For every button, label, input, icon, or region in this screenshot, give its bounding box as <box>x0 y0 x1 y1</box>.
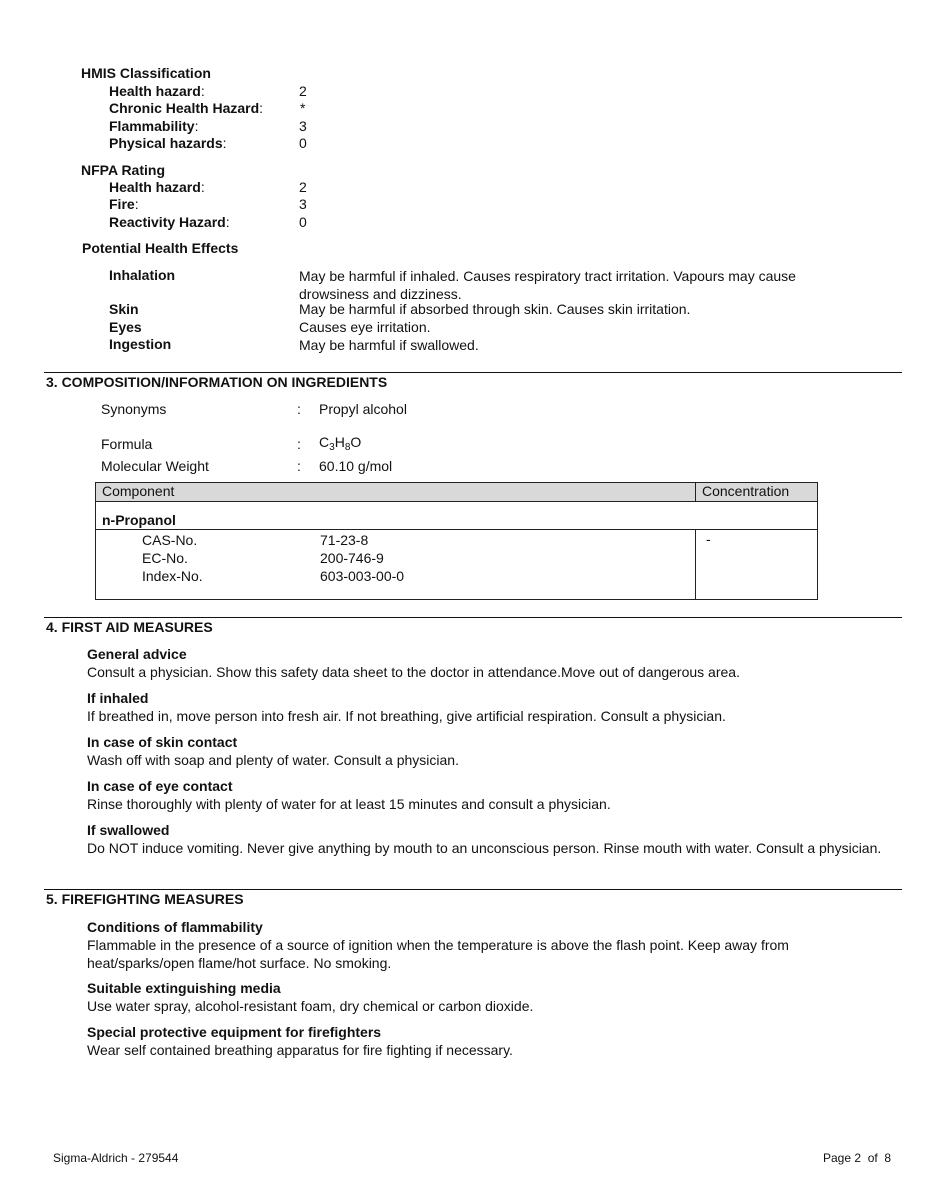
table-substance-row <box>96 502 818 530</box>
id-label: CAS-No. <box>142 532 198 548</box>
section-5-title: 5. FIREFIGHTING MEASURES <box>46 891 244 907</box>
id-value: 200-746-9 <box>320 550 384 566</box>
id-label: EC-No. <box>142 550 188 566</box>
formula-label: Formula <box>101 436 153 452</box>
mw-label: Molecular Weight <box>101 458 209 474</box>
col-component: Component <box>96 483 696 502</box>
composition-table <box>95 482 818 600</box>
hmis-title: HMIS Classification <box>81 65 211 81</box>
table-row <box>96 530 818 600</box>
id-value: 71-23-8 <box>320 532 369 548</box>
health-effect-text: May be harmful if absorbed through skin. Causes skin irritation. <box>299 301 691 317</box>
first-aid-item <box>87 733 887 769</box>
hmis-row: Chronic Health Hazard: <box>109 100 264 116</box>
firefighting-item <box>87 1023 887 1059</box>
first-aid-item <box>87 821 882 857</box>
section-divider <box>44 372 902 373</box>
section-3-title: 3. COMPOSITION/INFORMATION ON INGREDIENTS <box>46 374 388 390</box>
synonyms-value: Propyl alcohol <box>319 401 407 417</box>
footer-page-number: Page 2 of 8 <box>823 1151 892 1165</box>
first-aid-item <box>87 777 887 813</box>
section-divider <box>44 889 902 890</box>
first-aid-heading: General advice <box>87 646 187 662</box>
id-value: 603-003-00-0 <box>320 568 405 584</box>
first-aid-heading: In case of skin contact <box>87 734 238 750</box>
footer-left: Sigma-Aldrich - 279544 <box>53 1151 179 1165</box>
formula-colon: : <box>297 436 301 452</box>
nfpa-value: 3 <box>299 196 307 212</box>
hmis-row: Physical hazards: <box>109 135 227 151</box>
health-effect-text: May be harmful if swallowed. <box>299 337 479 353</box>
firefighting-heading: Conditions of flammability <box>87 919 263 935</box>
mw-value: 60.10 g/mol <box>319 458 393 474</box>
table-header-row <box>96 483 818 502</box>
concentration-value: - <box>696 530 818 600</box>
firefighting-item <box>87 918 857 972</box>
first-aid-heading: If swallowed <box>87 822 170 838</box>
hmis-row: Health hazard: <box>109 83 205 99</box>
first-aid-text: Consult a physician. Show this safety data sheet to the doctor in attendance.Move out of dangerous area. <box>87 664 740 680</box>
health-effects-title: Potential Health Effects <box>82 240 239 256</box>
nfpa-row: Fire: <box>109 196 139 212</box>
first-aid-text: Wash off with soap and plenty of water. Consult a physician. <box>87 752 459 768</box>
first-aid-text: Do NOT induce vomiting. Never give anything by mouth to an unconscious person. Rinse mouth with water. Consult a physician. <box>87 840 882 856</box>
nfpa-value: 0 <box>299 214 307 230</box>
formula-value: $C_3H_8O$ <box>319 434 362 453</box>
health-effect-text: May be harmful if inhaled. Causes respiratory tract irritation. Vapours may cause drowsiness and dizziness. <box>299 268 796 302</box>
first-aid-item <box>87 645 887 681</box>
nfpa-value: 2 <box>299 179 307 195</box>
firefighting-item <box>87 979 887 1015</box>
health-effect-label: Eyes <box>109 319 142 335</box>
first-aid-heading: If inhaled <box>87 690 149 706</box>
nfpa-title: NFPA Rating <box>81 162 165 178</box>
mw-colon: : <box>297 458 301 474</box>
nfpa-row: Health hazard: <box>109 179 205 195</box>
firefighting-heading: Suitable extinguishing media <box>87 980 281 996</box>
firefighting-text: Flammable in the presence of a source of ignition when the temperature is above the flash point. Keep away from heat/sparks/open flame/hot surface. No smoking. <box>87 937 789 971</box>
health-effect-label: Skin <box>109 301 139 317</box>
hmis-value: * <box>300 100 306 116</box>
hmis-value: 3 <box>299 118 307 134</box>
substance-name: n-Propanol <box>102 512 176 528</box>
first-aid-heading: In case of eye contact <box>87 778 233 794</box>
firefighting-text: Wear self contained breathing apparatus for fire fighting if necessary. <box>87 1042 513 1058</box>
section-4-title: 4. FIRST AID MEASURES <box>46 619 213 635</box>
hmis-value: 0 <box>299 135 307 151</box>
synonyms-colon: : <box>297 401 301 417</box>
first-aid-text: Rinse thoroughly with plenty of water for at least 15 minutes and consult a physician. <box>87 796 611 812</box>
hmis-value: 2 <box>299 83 307 99</box>
first-aid-item <box>87 689 887 725</box>
nfpa-row: Reactivity Hazard: <box>109 214 230 230</box>
health-effect-label: Ingestion <box>109 336 172 352</box>
col-concentration: Concentration <box>696 483 818 502</box>
section-divider <box>44 617 902 618</box>
synonyms-label: Synonyms <box>101 401 167 417</box>
health-effect-text: Causes eye irritation. <box>299 319 431 335</box>
health-effect-label: Inhalation <box>109 267 176 283</box>
hmis-row: Flammability: <box>109 118 199 134</box>
firefighting-heading: Special protective equipment for firefighters <box>87 1024 382 1040</box>
first-aid-text: If breathed in, move person into fresh air. If not breathing, give artificial respiration. Consult a physician. <box>87 708 726 724</box>
id-label: Index-No. <box>142 568 203 584</box>
firefighting-text: Use water spray, alcohol-resistant foam, dry chemical or carbon dioxide. <box>87 998 534 1014</box>
